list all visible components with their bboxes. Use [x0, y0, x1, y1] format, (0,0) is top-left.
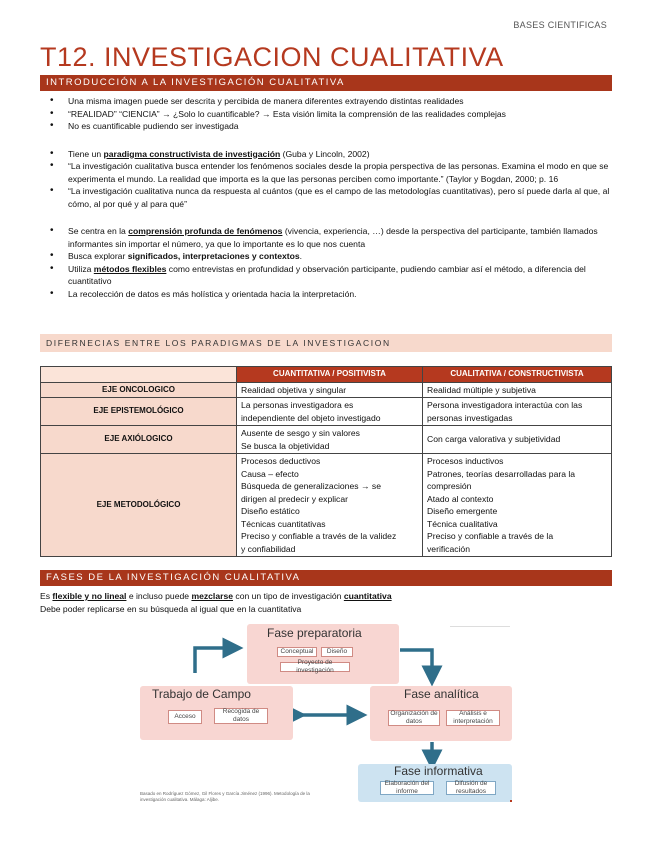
cell-line: Procesos inductivos [427, 456, 504, 466]
row-axis-label: EJE METODOLÓGICO [41, 454, 237, 557]
phases-description: Es flexible y no lineal e incluso puede mezclarse con un tipo de investigación cuantitativa Debe poder replicarse en su búsqueda al igual que en la cuantitativa [40, 591, 392, 614]
phase-chip: Conceptual [277, 647, 317, 657]
cell-line: Con carga valorativa y subjetividad [427, 434, 561, 445]
cell-line: La personas investigadora es [241, 400, 354, 410]
list-item: • “La investigación cualitativa nunca da respuesta al cuántos (que es el campo de las metodologías cuantitativas), pero sí puede darla al que, al cómo, al por qué y al para qué” [50, 185, 610, 210]
page-title: T12. INVESTIGACION CUALITATIVA [40, 42, 504, 72]
cell-line: Realidad objetiva y singular [241, 384, 347, 395]
phase-box-informativa [358, 764, 512, 802]
cell-line: Ausente de sesgo y sin valores [241, 428, 360, 438]
list-item: • Una misma imagen puede ser descrita y percibida de manera diferentes extrayendo distintas realidades [50, 95, 610, 108]
list-item: • Utiliza métodos flexibles como entrevistas en profundidad y observación participante, pudiendo cambiar así el método, a diferencia del cuantitativo [50, 263, 610, 288]
arrow-preparatoria-to-analitica [400, 650, 432, 676]
phase-chip: Organización de datos [388, 710, 440, 726]
phase-box-campo [140, 686, 293, 740]
list-item: • No es cuantificable pudiendo ser investigada [50, 120, 610, 133]
cell-line: dirigen al predecir y explicar [241, 493, 348, 504]
phase-chip: Difusión de resultados [446, 781, 496, 795]
cell-line: Procesos deductivos [241, 456, 321, 466]
cell-line: Atado al contexto [427, 493, 494, 504]
course-label: BASES CIENTIFICAS [513, 20, 607, 30]
cell-line: Se busca la objetividad [241, 440, 330, 451]
row-axis-label: EJE EPISTEMOLÓGICO [41, 398, 237, 426]
phase-title: Fase preparatoria [267, 626, 362, 640]
cell-line: independiente del objeto investigado [241, 412, 381, 423]
list-item: • “REALIDAD” “CIENCIA” → ¿Solo lo cuantificable? → Esta visión limita la comprensión de las realidades complejas [50, 108, 610, 121]
phase-chip: Proyecto de investigación [280, 662, 350, 672]
cell-line: Preciso y confiable a través de la validez [241, 531, 397, 541]
list-item: • Tiene un paradigma constructivista de investigación (Guba y Lincoln, 2002) [50, 148, 610, 161]
phase-box-preparatoria [247, 624, 399, 684]
phase-title: Fase analítica [404, 687, 479, 701]
cell-line: Técnicas cuantitativas [241, 518, 326, 529]
cell-line: Persona investigadora interactúa con las [427, 400, 583, 410]
cell-line: Causa – efecto [241, 468, 299, 479]
phase-chip: Análisis e interpretación [446, 710, 500, 726]
row-axis-label: EJE ONCOLOGICO [41, 382, 237, 398]
column-header-qualitative: CUALITATIVA / CONSTRUCTIVISTA [423, 367, 612, 383]
section-bar-phases: FASES DE LA INVESTIGACIÓN CUALITATIVA [40, 570, 612, 586]
list-item: • La recolección de datos es más holística y orientada hacia la interpretación. [50, 288, 610, 301]
phase-box-analitica [370, 686, 512, 741]
cell-line: verificación [427, 543, 470, 554]
phase-chip: Acceso [168, 710, 202, 724]
cell-line: Diseño emergente [427, 506, 498, 516]
phase-chip: Diseño [321, 647, 353, 657]
phase-chip: Recogida de datos [214, 708, 268, 724]
row-axis-label: EJE AXIÓLOGICO [41, 426, 237, 454]
page-marker [510, 800, 512, 802]
cell-line: Técnica cualitativa [427, 518, 498, 529]
cell-line: compresión [427, 481, 472, 491]
phase-title: Fase informativa [394, 764, 483, 778]
cell-line: Realidad múltiple y subjetiva [427, 384, 536, 395]
phase-title: Trabajo de Campo [152, 687, 251, 701]
list-item: • Busca explorar significados, interpretaciones y contextos. [50, 250, 610, 263]
list-item: • Se centra en la comprensión profunda de fenómenos (vivencia, experiencia, …) desde la perspectiva del participante, también llamados informantes sin importar el número, ya que lo importante es lo que nos cuenta [50, 225, 610, 250]
cell-line: Diseño estático [241, 506, 300, 516]
cell-line: Búsqueda de generalizaciones → se [241, 481, 381, 491]
list-item: • “La investigación cualitativa busca entender los fenómenos sociales desde la propia perspectiva de las personas. Examina el modo en que se experimenta el mundo. La realidad que importa es la que las personas perciben como importante.” (Taylor y Bogdan, 2000; p. 16 [50, 160, 610, 185]
phase-chip: Elaboración del informe [380, 781, 434, 795]
column-header-quantitative: CUANTITATIVA / POSITIVISTA [237, 367, 423, 383]
diagram-footnote: Basado en Rodríguez Gómez, Gil Flores y García Jiménez (1996). Metodología de la investigación cualitativa. Málaga: Aljibe. [140, 791, 310, 802]
section-bar-intro: INTRODUCCIÓN A LA INVESTIGACIÓN CUALITATIVA [40, 75, 612, 91]
cell-line: personas investigadas [427, 412, 513, 423]
cell-line: y confiabilidad [241, 543, 296, 554]
cell-line: Patrones, teorías desarrolladas para la [427, 468, 576, 479]
cell-line: Preciso y confiable a través de la [427, 531, 554, 541]
arrow-campo-to-preparatoria [195, 648, 233, 673]
section-bar-differences: DIFERNECIAS ENTRE LOS PARADIGMAS DE LA INVESTIGACION [40, 334, 612, 352]
